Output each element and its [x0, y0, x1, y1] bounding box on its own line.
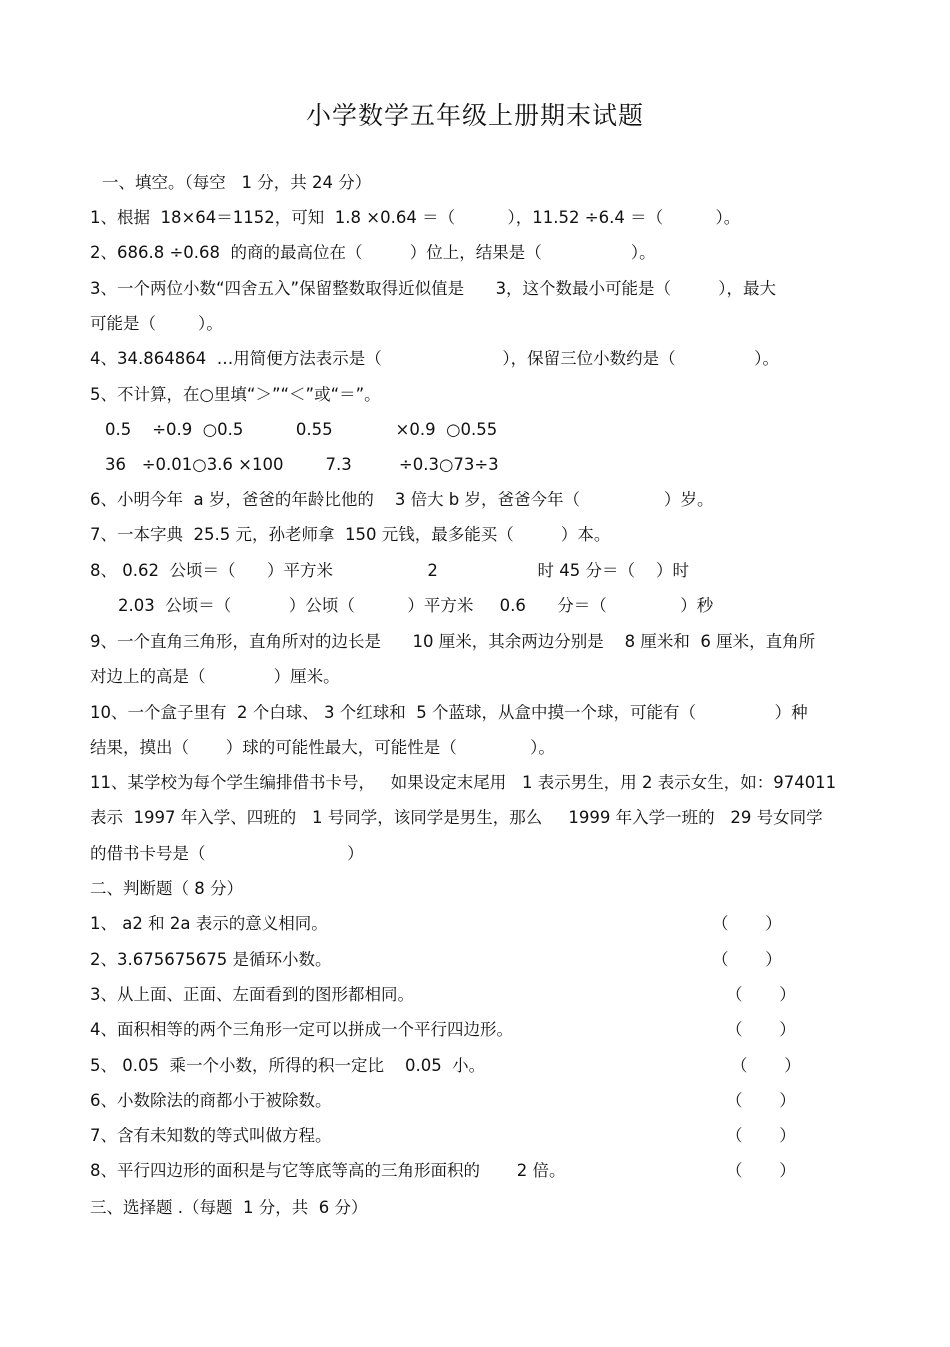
question-1-11-cont: 表示 1997 年入学、四班的 1 号同学，该同学是男生，那么 1999 年入学一班的 29 号女同学 — [90, 808, 823, 827]
question-1-8: 8、 0.62 公顷＝（ ）平方米 2 时 45 分＝（ ）时 — [90, 561, 689, 580]
judge-answer-bracket-5: （ ） — [731, 1056, 801, 1075]
question-1-2: 2、686.8 ÷0.68 的商的最高位在（ ）位上，结果是（ ）。 — [90, 243, 656, 262]
question-1-6: 6、小明今年 a 岁，爸爸的年龄比他的 3 倍大 b 岁，爸爸今年（ ）岁。 — [90, 490, 714, 509]
judge-answer-bracket-6: （ ） — [726, 1091, 796, 1110]
judge-question-7: 7、含有未知数的等式叫做方程。 — [90, 1126, 332, 1145]
question-1-10: 10、一个盒子里有 2 个白球、 3 个红球和 5 个蓝球，从盒中摸一个球，可能有（ ）种 — [90, 703, 808, 722]
judge-question-3: 3、从上面、正面、左面看到的图形都相同。 — [90, 985, 414, 1004]
judge-answer-bracket-2: （ ） — [712, 950, 782, 969]
judge-question-5: 5、 0.05 乘一个小数，所得的积一定比 0.05 小。 — [90, 1056, 486, 1075]
question-1-11: 11、某学校为每个学生编排借书卡号， 如果设定末尾用 1 表示男生，用 2 表示女生，如：974011 — [90, 773, 837, 792]
question-1-8-row-2: 2.03 公顷＝（ ）公顷（ ）平方米 0.6 分＝（ ）秒 — [118, 596, 714, 615]
question-1-9: 9、一个直角三角形，直角所对的边长是 10 厘米，其余两边分别是 8 厘米和 6 厘米，直角所 — [90, 632, 816, 651]
judge-question-4: 4、面积相等的两个三角形一定可以拼成一个平行四边形。 — [90, 1020, 513, 1039]
judge-question-2: 2、3.675675675 是循环小数。 — [90, 950, 332, 969]
judge-question-6: 6、小数除法的商都小于被除数。 — [90, 1091, 332, 1110]
question-1-7: 7、一本字典 25.5 元，孙老师拿 150 元钱，最多能买（ ）本。 — [90, 525, 611, 544]
judge-answer-bracket-4: （ ） — [726, 1020, 796, 1039]
question-1-5: 5、不计算，在○里填“＞”“＜”或“＝”。 — [90, 385, 381, 404]
question-1-11-cont-2: 的借书卡号是（ ） — [90, 844, 364, 863]
question-1-3: 3、一个两位小数“四舍五入”保留整数取得近似值是 3，这个数最小可能是（ ），最大 — [90, 279, 777, 298]
page-title: 小学数学五年级上册期末试题 — [305, 101, 644, 130]
section-1-heading: 一、填空。（每空 1 分，共 24 分） — [102, 173, 372, 192]
judge-answer-bracket-7: （ ） — [726, 1126, 796, 1145]
judge-answer-bracket-1: （ ） — [712, 914, 782, 933]
judge-answer-bracket-8: （ ） — [726, 1161, 796, 1180]
judge-question-8: 8、平行四边形的面积是与它等底等高的三角形面积的 2 倍。 — [90, 1161, 566, 1180]
question-1-1: 1、根据 18×64＝1152，可知 1.8 ×0.64 ＝（ ），11.52 ÷6.4 ＝（ ）。 — [90, 208, 741, 227]
judge-answer-bracket-3: （ ） — [726, 985, 796, 1004]
section-3-heading: 三、选择题 .（每题 1 分，共 6 分） — [90, 1198, 368, 1217]
question-1-4: 4、34.864864 …用简便方法表示是（ ），保留三位小数约是（ ）。 — [90, 349, 780, 368]
section-2-heading: 二、判断题（ 8 分） — [90, 879, 243, 898]
question-1-5-row-2: 36 ÷0.01○3.6 ×100 7.3 ÷0.3○73÷3 — [105, 455, 499, 474]
question-1-5-row-1: 0.5 ÷0.9 ○0.5 0.55 ×0.9 ○0.55 — [105, 420, 498, 439]
judge-question-1: 1、 a2 和 2a 表示的意义相同。 — [90, 914, 328, 933]
question-1-9-cont: 对边上的高是（ ）厘米。 — [90, 667, 340, 686]
question-1-3-cont: 可能是（ ）。 — [90, 314, 223, 333]
question-1-10-cont: 结果，摸出（ ）球的可能性最大，可能性是（ ）。 — [90, 738, 555, 757]
